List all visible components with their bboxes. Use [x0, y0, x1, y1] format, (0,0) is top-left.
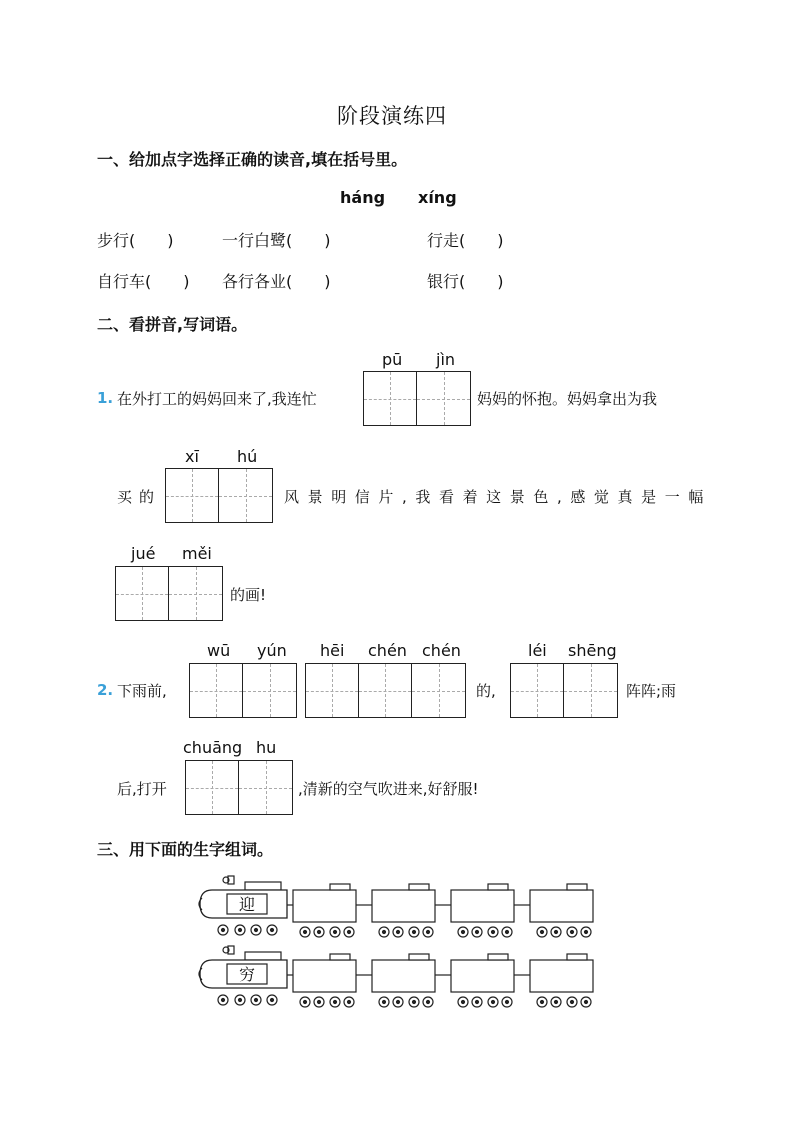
tianzige-cell[interactable] [190, 664, 243, 717]
pinyin-label: měi [182, 544, 212, 563]
train-row [199, 876, 593, 937]
sentence-text: 在外打工的妈妈回来了,我连忙 [117, 390, 317, 408]
pinyin-label: pū [382, 350, 403, 369]
writing-grid-chuanghu[interactable] [185, 760, 293, 815]
pinyin-label: yún [257, 641, 287, 660]
tianzige-cell[interactable] [417, 372, 470, 425]
tianzige-cell[interactable] [359, 664, 412, 717]
section2-heading: 二、看拼音,写词语。 [97, 315, 248, 334]
pinyin-label: léi [528, 641, 547, 660]
tianzige-cell[interactable] [219, 469, 272, 522]
sentence-text: 阵阵;雨 [626, 682, 677, 700]
pinyin-option-xing: xíng [418, 188, 457, 207]
pinyin-label: wū [207, 641, 231, 660]
writing-grid-xihu[interactable] [165, 468, 273, 523]
tianzige-cell[interactable] [511, 664, 564, 717]
pinyin-label: chén [368, 641, 407, 660]
sentence-text: 买的 [117, 488, 162, 506]
writing-grid-juemei[interactable] [115, 566, 223, 621]
answer-item[interactable]: 行走( ) [427, 231, 504, 250]
tianzige-cell[interactable] [306, 664, 359, 717]
sentence-text: ,清新的空气吹进来,好舒服! [298, 780, 479, 798]
pinyin-label: xī [185, 447, 199, 466]
writing-grid-heichenchen[interactable] [305, 663, 466, 718]
writing-grid-leisheng[interactable] [510, 663, 618, 718]
sentence-text: 妈妈的怀抱。妈妈拿出为我 [477, 390, 658, 408]
tianzige-cell[interactable] [364, 372, 417, 425]
pinyin-label: chuāng [183, 738, 243, 757]
tianzige-cell[interactable] [239, 761, 292, 814]
tianzige-cell[interactable] [412, 664, 465, 717]
pinyin-label: hēi [320, 641, 345, 660]
pinyin-label: jué [131, 544, 156, 563]
answer-item[interactable]: 步行( ) [97, 231, 174, 250]
train-diagram [190, 872, 610, 1012]
pinyin-label: hu [256, 738, 277, 757]
train-character: 迎 [238, 895, 256, 914]
sentence-text: 后,打开 [117, 780, 167, 798]
answer-item[interactable]: 一行白鹭( ) [222, 231, 331, 250]
section3-heading: 三、用下面的生字组词。 [97, 840, 274, 859]
tianzige-cell[interactable] [243, 664, 296, 717]
sentence-text: 风景明信片,我看着这景色,感觉真是一幅 [284, 488, 712, 506]
writing-grid-wuyun[interactable] [189, 663, 297, 718]
pinyin-label: chén [422, 641, 461, 660]
question-number: 1. [97, 389, 114, 407]
tianzige-cell[interactable] [564, 664, 617, 717]
tianzige-cell[interactable] [169, 567, 222, 620]
sentence-text: 的, [476, 682, 496, 700]
cab-roof [245, 952, 281, 960]
writing-grid-pujin[interactable] [363, 371, 471, 426]
answer-item[interactable]: 自行车( ) [97, 272, 190, 291]
sentence-text: 的画! [230, 586, 267, 604]
train-character: 穷 [238, 965, 256, 984]
section1-heading: 一、给加点字选择正确的读音,填在括号里。 [97, 150, 408, 169]
pinyin-option-hang: háng [340, 188, 386, 207]
pinyin-label: hú [237, 447, 258, 466]
train-row [199, 946, 593, 1007]
tianzige-cell[interactable] [186, 761, 239, 814]
tianzige-cell[interactable] [166, 469, 219, 522]
answer-item[interactable]: 各行各业( ) [222, 272, 331, 291]
question-number: 2. [97, 681, 114, 699]
tianzige-cell[interactable] [116, 567, 169, 620]
pinyin-label: shēng [568, 641, 617, 660]
pinyin-label: jìn [436, 350, 456, 369]
page-title: 阶段演练四 [337, 104, 447, 128]
sentence-text: 下雨前, [117, 682, 167, 700]
cab-roof [245, 882, 281, 890]
answer-item[interactable]: 银行( ) [427, 272, 504, 291]
